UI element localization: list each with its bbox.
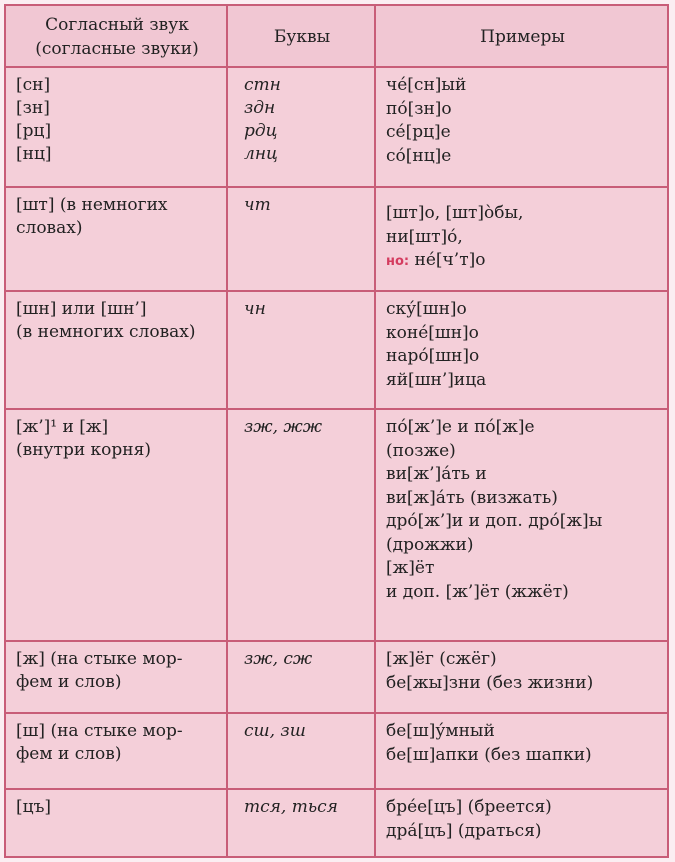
header-examples (376, 6, 667, 66)
sound-text: [ж] (на стыке мор- фем и слов) (16, 649, 183, 692)
example-line: че́[сн]ый (386, 75, 467, 95)
sound-text: [шт] (в немногих словах) (16, 195, 168, 238)
example-line: се́[рц]е (386, 122, 451, 142)
example-line: и доп. [ж’]ёт (жжёт) (386, 581, 569, 602)
letters-cell (228, 410, 376, 640)
example-line: [ж]ёг (сжёг) (386, 649, 497, 669)
sound-text: [шн] или [шн’] (в немногих словах) (16, 299, 196, 342)
letters-cell (228, 642, 376, 712)
table-row (6, 790, 667, 856)
example-line: со́[нц]е (386, 145, 452, 166)
example-line: дра́[цъ] (драться) (386, 820, 542, 841)
examples-cell (376, 642, 667, 712)
sound-cell (6, 292, 228, 408)
examples-cell (376, 790, 667, 856)
sound-text: [сн] [зн] [рц] [нц] (16, 75, 52, 164)
example-line: коне́[шн]о (386, 322, 479, 343)
letters-cell (228, 790, 376, 856)
example-line: бе[ш]у́мный (386, 721, 495, 741)
example-line: [ж]ёт (386, 558, 435, 578)
example-line: бе[жы]зни (без жизни) (386, 672, 594, 693)
examples-cell (376, 188, 667, 290)
letters-cell (228, 68, 376, 186)
example-line: ви[ж]а́ть (визжать) (386, 487, 558, 508)
header-letters (228, 6, 376, 66)
sound-cell (6, 410, 228, 640)
sound-text: [ш] (на стыке мор- фем и слов) (16, 721, 183, 764)
letters-cell (228, 714, 376, 788)
example-line: бе[ш]апки (без шапки) (386, 744, 592, 765)
table-row (6, 410, 667, 642)
exception-label: но: (386, 254, 410, 269)
sound-cell (6, 714, 228, 788)
example-line: наро́[шн]о (386, 346, 480, 366)
table-row (6, 188, 667, 292)
example-line: ни[шт]о́, (386, 226, 463, 247)
example-line: дро́[ж’]и и доп. дро́[ж]ы (386, 511, 603, 531)
sound-text: [цъ] (16, 797, 52, 817)
letters-text: стн здн рдц лнц (244, 75, 281, 164)
example-line: ску́[шн]о (386, 299, 467, 319)
example-line: по́[ж’]е и по́[ж]е (386, 417, 535, 437)
header-examples-text: Примеры (480, 27, 565, 47)
example-line: по́[зн]о (386, 98, 452, 119)
table-row (6, 642, 667, 714)
sound-cell (6, 188, 228, 290)
letters-text: зж, жж (244, 417, 323, 437)
header-consonant-sound (6, 6, 228, 66)
letters-text: сш, зш (244, 721, 306, 741)
example-line: бре́е[цъ] (бреется) (386, 797, 552, 817)
exception-example: не́[ч’т]о (409, 250, 486, 270)
examples-cell (376, 410, 667, 640)
table-row (6, 714, 667, 790)
table-header-row (6, 6, 667, 68)
table-row (6, 292, 667, 410)
letters-text: чт (244, 195, 271, 215)
phonetics-table (4, 4, 669, 858)
letters-cell (228, 292, 376, 408)
sound-cell (6, 68, 228, 186)
example-line: (дрожжи) (386, 534, 474, 555)
example-line (386, 249, 659, 274)
letters-cell (228, 188, 376, 290)
sound-cell (6, 790, 228, 856)
examples-cell (376, 292, 667, 408)
letters-text: чн (244, 299, 266, 319)
table-row (6, 68, 667, 188)
header-letters-text: Буквы (273, 27, 331, 47)
examples-cell (376, 714, 667, 788)
example-line: яй[шн’]ица (386, 369, 487, 390)
sound-text: [ж’]¹ и [ж] (внутри корня) (16, 417, 151, 460)
examples-cell (376, 68, 667, 186)
letters-text: тся, ться (244, 797, 338, 817)
letters-text: зж, сж (244, 649, 313, 669)
example-line: (позже) (386, 440, 456, 461)
example-line: [шт]о, [шт]о̀бы, (386, 203, 524, 223)
example-line: ви[ж’]а́ть и (386, 464, 487, 484)
header-consonant-sound-text: Согласный звук (согласные звуки) (35, 15, 199, 59)
sound-cell (6, 642, 228, 712)
